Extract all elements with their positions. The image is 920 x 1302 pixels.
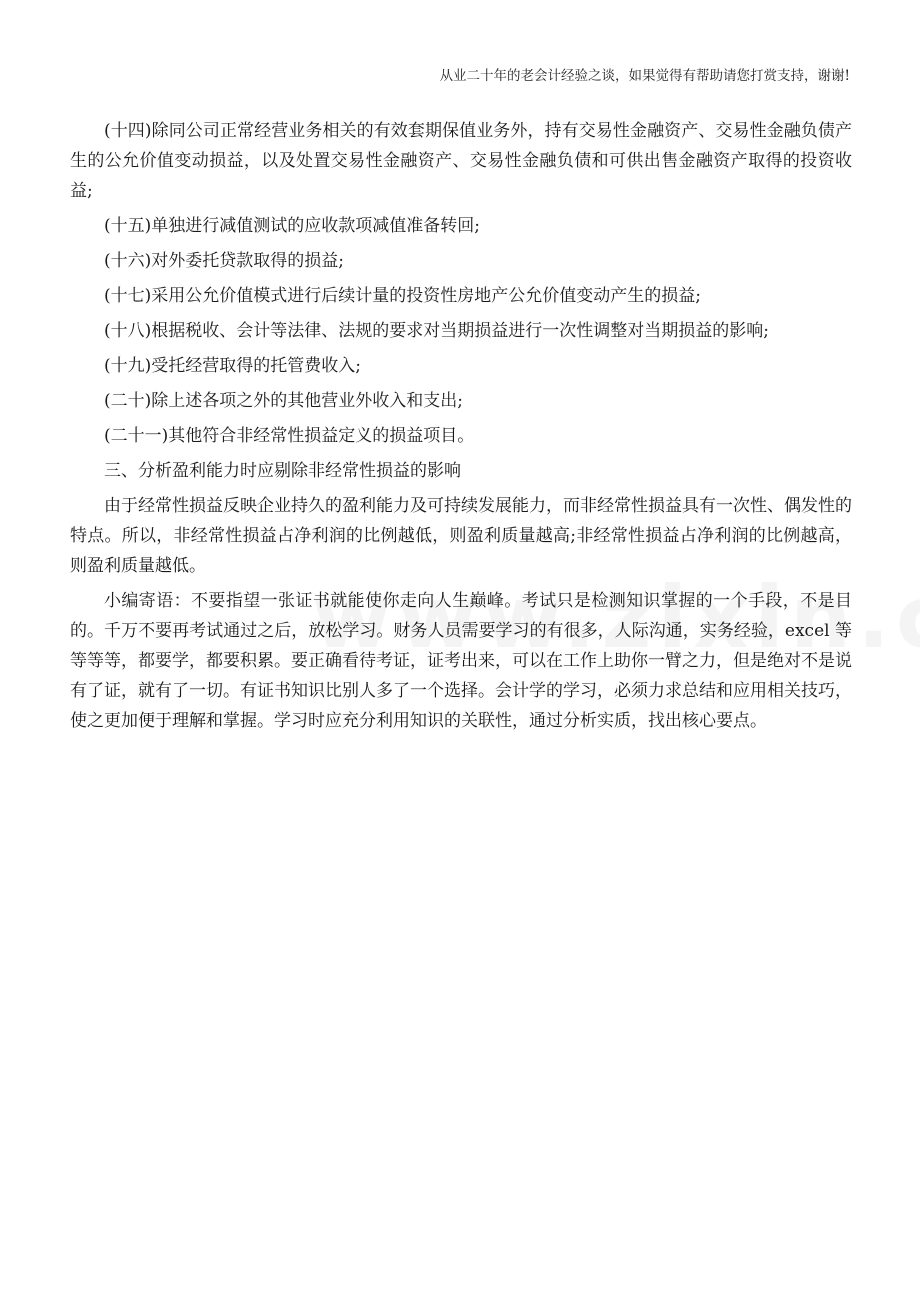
item-19-paragraph: (十九)受托经营取得的托管费收入;: [104, 356, 361, 376]
document-body: [70, 116, 852, 741]
explanation-paragraph: 由于经常性损益反映企业持久的盈利能力及可持续发展能力，而非经常性损益具有一次性、偶发性的特点。所以，非经常性损益占净利润的比例越低，则盈利质量越高;非经常性损益占净利润的比例越高，则盈利质量越低。: [70, 496, 852, 576]
page-header-note: 从业二十年的老会计经验之谈，如果觉得有帮助请您打赏支持，谢谢!: [439, 68, 850, 84]
item-14-paragraph: (十四)除同公司正常经营业务相关的有效套期保值业务外，持有交易性金融资产、交易性金融负债产生的公允价值变动损益，以及处置交易性金融资产、交易性金融负债和可供出售金融资产取得的投资收益;: [70, 121, 852, 201]
item-20-paragraph: (二十)除上述各项之外的其他营业外收入和支出;: [104, 391, 463, 411]
editor-note-paragraph: 小编寄语：不要指望一张证书就能使你走向人生巅峰。考试只是检测知识掌握的一个手段，不是目的。千万不要再考试通过之后，放松学习。财务人员需要学习的有很多，人际沟通，实务经验，excel 等等等等，都要学，都要积累。要正确看待考证，证考出来，可以在工作上助你一臂之力，但是绝对不是说有了证，就有了一切。有证书知识比别人多了一个选择。会计学的学习，必须力求总结和应用相关技巧，使之更加便于理解和掌握。学习时应充分利用知识的关联性，通过分析实质，找出核心要点。: [70, 591, 852, 731]
item-21-paragraph: (二十一)其他符合非经常性损益定义的损益项目。: [104, 426, 475, 446]
item-16-paragraph: (十六)对外委托贷款取得的损益;: [104, 251, 344, 271]
section-3-heading: 三、分析盈利能力时应剔除非经常性损益的影响: [104, 461, 461, 481]
item-18-paragraph: (十八)根据税收、会计等法律、法规的要求对当期损益进行一次性调整对当期损益的影响;: [104, 321, 769, 341]
item-15-paragraph: (十五)单独进行减值测试的应收款项减值准备转回;: [104, 216, 480, 236]
item-17-paragraph: (十七)采用公允价值模式进行后续计量的投资性房地产公允价值变动产生的损益;: [104, 286, 701, 306]
